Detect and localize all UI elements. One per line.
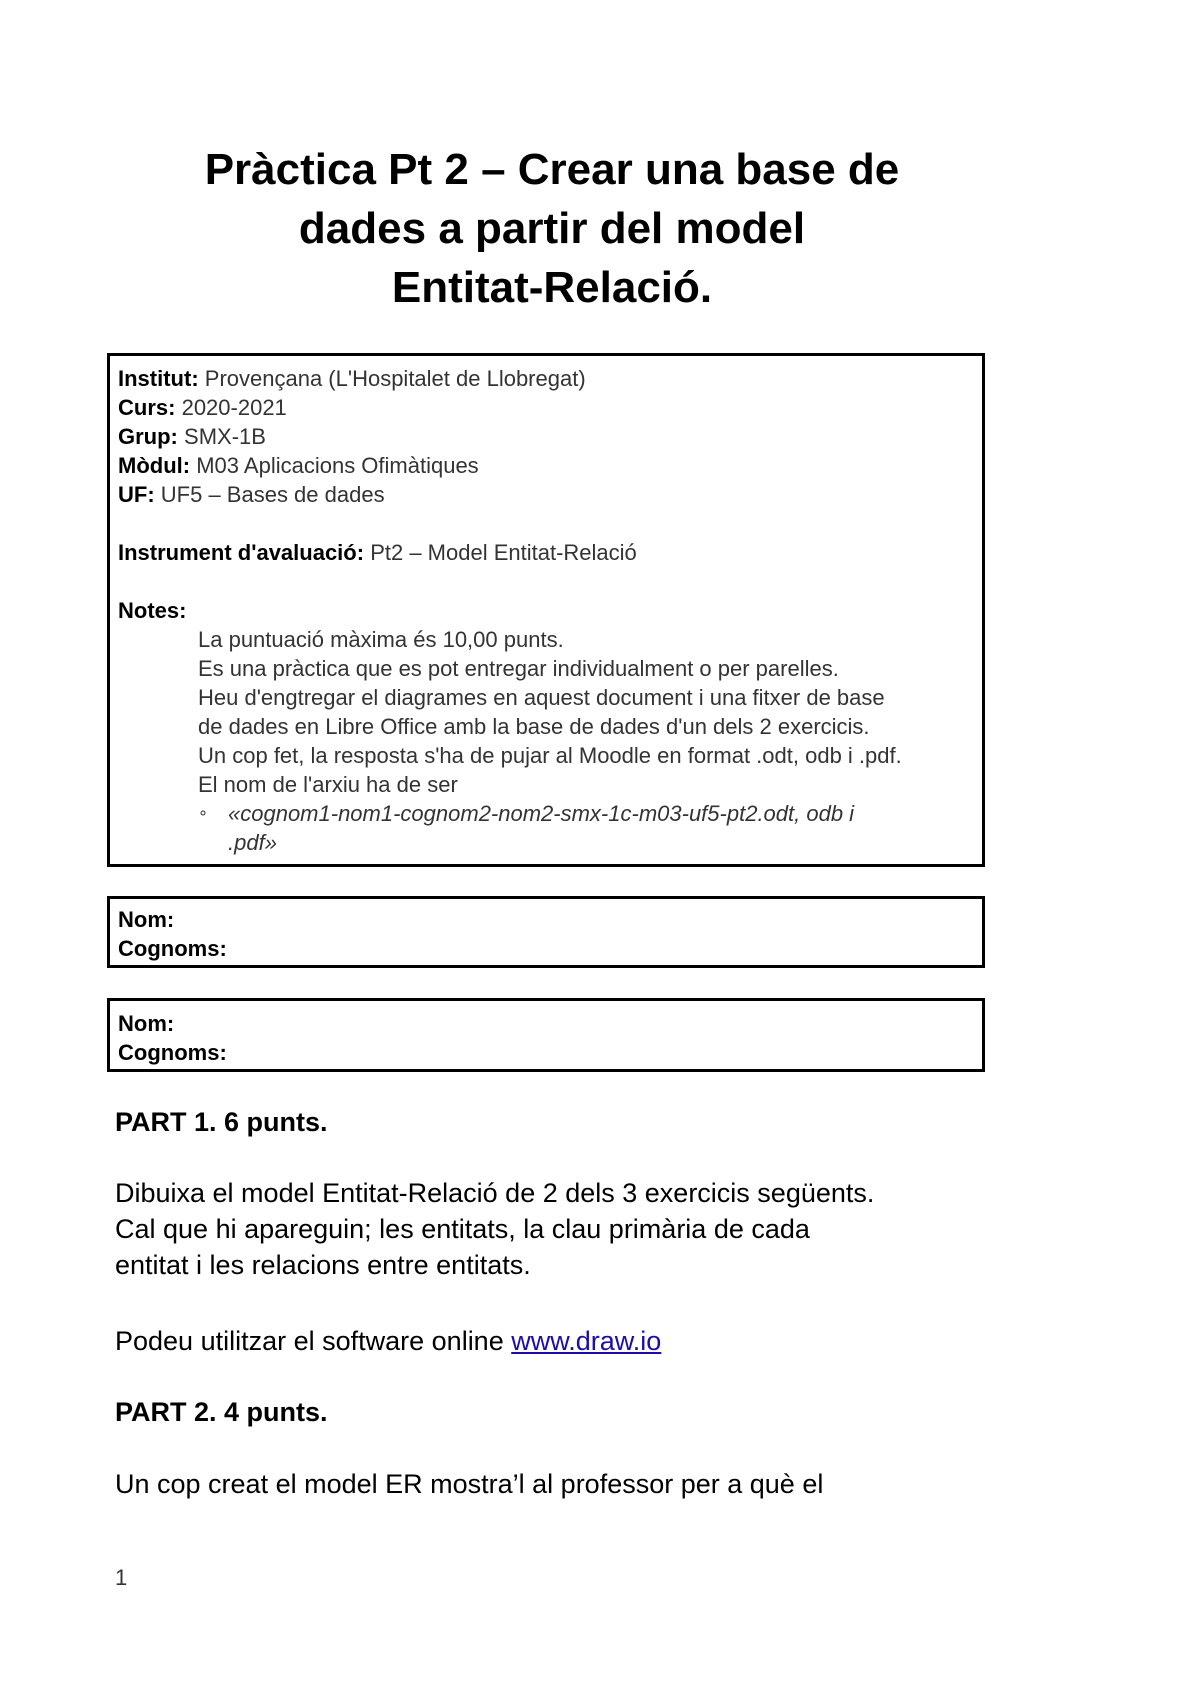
modul-label: Mòdul: (118, 453, 191, 478)
notes-label: Notes: (118, 598, 187, 623)
cognoms-label: Cognoms: (118, 1040, 227, 1065)
institut-row (118, 364, 974, 393)
grup-label: Grup: (118, 424, 178, 449)
instrument-label: Instrument d'avaluació: (118, 540, 365, 565)
part-1-line-3: entitat i les relacions entre entitats. (115, 1250, 531, 1280)
software-text: Podeu utilitzar el software online (115, 1326, 512, 1356)
note-line: Es una pràctica que es pot entregar individualment o per parelles. (198, 656, 839, 681)
note-line: de dades en Libre Office amb la base de dades d'un dels 2 exercicis. (198, 714, 870, 739)
grup-row (118, 422, 974, 451)
note-line: La puntuació màxima és 10,00 punts. (198, 627, 564, 652)
part-1-line-2: Cal que hi apareguin; les entitats, la clau primària de cada (115, 1214, 810, 1244)
title-line-2: dades a partir del model (298, 204, 806, 253)
uf-label: UF: (118, 482, 155, 507)
part-1-heading: PART 1. 6 punts. (115, 1107, 328, 1137)
curs-label: Curs: (118, 395, 176, 420)
student-1-box (107, 896, 985, 968)
note-line: Un cop fet, la resposta s'ha de pujar al Moodle en format .odt, odb i .pdf. (198, 743, 902, 768)
software-paragraph (115, 1323, 995, 1359)
uf-value: UF5 – Bases de dades (160, 482, 385, 507)
grup-value: SMX-1B (184, 424, 266, 449)
note-line: El nom de l'arxiu ha de ser (198, 772, 458, 797)
cognoms-label: Cognoms: (118, 936, 227, 961)
course-info-box (107, 353, 985, 867)
note-line: Heu d'engtregar el diagrames en aquest document i una fitxer de base (198, 685, 885, 710)
modul-value: M03 Aplicacions Ofimàtiques (196, 453, 479, 478)
student-2-box (107, 998, 985, 1072)
nom-label: Nom: (118, 1011, 175, 1036)
filename-list-item (118, 799, 974, 857)
part-1-line-1: Dibuixa el model Entitat-Relació de 2 dels 3 exercicis següents. (115, 1178, 875, 1208)
spacer (118, 567, 974, 596)
institut-label: Institut: (118, 366, 199, 391)
bullet-icon: ∘ (198, 805, 209, 822)
document-title (108, 140, 996, 317)
curs-row (118, 393, 974, 422)
uf-row (118, 480, 974, 509)
part-2-heading: PART 2. 4 punts. (115, 1397, 328, 1427)
institut-value: Provençana (L'Hospitalet de Llobregat) (204, 366, 586, 391)
part-1-instructions (115, 1175, 995, 1283)
instrument-row (118, 538, 974, 567)
page-number: 1 (115, 1565, 128, 1590)
title-line-3: Entitat-Relació. (391, 263, 713, 312)
drawio-link[interactable]: www.draw.io (511, 1326, 662, 1356)
instrument-value: Pt2 – Model Entitat-Relació (370, 540, 637, 565)
nom-label: Nom: (118, 907, 175, 932)
filename-line-1: «cognom1-nom1-cognom2-nom2-smx-1c-m03-uf5-pt2.odt, odb i (228, 801, 855, 826)
curs-value: 2020-2021 (181, 395, 287, 420)
title-line-1: Pràctica Pt 2 – Crear una base de (204, 145, 900, 194)
part-2-instructions: Un cop creat el model ER mostra’l al professor per a què el (115, 1469, 824, 1499)
spacer (118, 509, 974, 538)
modul-row (118, 451, 974, 480)
filename-line-2: .pdf» (228, 830, 277, 855)
